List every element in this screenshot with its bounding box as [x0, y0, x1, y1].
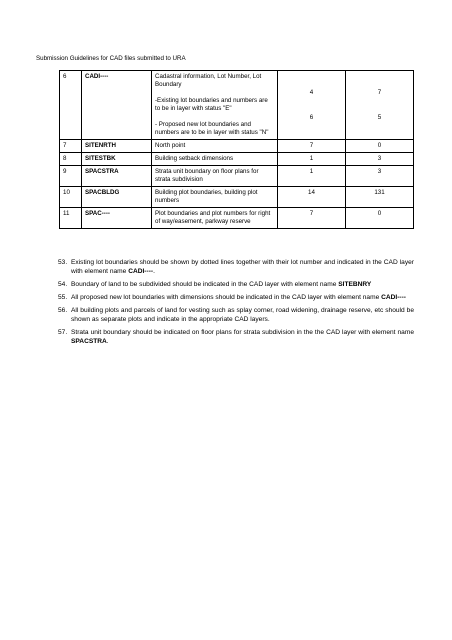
layer-name: SITEBNRY: [338, 281, 372, 288]
layer-name: CADI----: [128, 268, 154, 275]
guideline-item: [58, 293, 414, 302]
running-header: Submission Guidelines for CAD files submitted to URA: [36, 55, 186, 62]
row-number: 7: [60, 140, 82, 153]
cell-value: 7: [278, 208, 346, 229]
item-number: 56.: [58, 307, 68, 314]
value-col-2: [346, 71, 414, 140]
item-text: Existing lot boundaries should be shown by dotted lines together with their lot number and indicated in the CAD layer with element name: [71, 259, 414, 275]
cell-value: 1: [278, 166, 346, 187]
numbered-guidelines: [58, 258, 414, 346]
value-col-1: [278, 71, 346, 140]
row-number: 10: [60, 187, 82, 208]
cell-value: 14: [278, 187, 346, 208]
layer-name: SPACSTRA: [71, 338, 107, 345]
cad-layer-table: [59, 70, 414, 229]
cell-value: 131: [346, 187, 414, 208]
layer-code: CADI----: [82, 71, 152, 140]
cell-value: 6: [309, 114, 314, 121]
table-row: [60, 166, 414, 187]
description-line: -Existing lot boundaries and numbers are to be in layer with status "E": [155, 97, 268, 112]
table-row: [60, 71, 414, 140]
item-number: 53.: [58, 259, 68, 266]
guideline-item: [58, 280, 414, 289]
layer-code: SPAC----: [82, 208, 152, 229]
layer-description: Building setback dimensions: [152, 153, 278, 166]
guideline-item: 53. Existing lot boundaries should be shown by dotted lines together with their lot number and indicated in the CAD layer with element name CADI----.: [58, 259, 414, 275]
cell-value: 3: [346, 166, 414, 187]
layer-code: SITESTBK: [82, 153, 152, 166]
layer-description: Strata unit boundary on floor plans for strata subdivision: [152, 166, 278, 187]
cell-value: 3: [346, 153, 414, 166]
layer-description: North point: [152, 140, 278, 153]
cell-value: 0: [346, 208, 414, 229]
table-row: [60, 140, 414, 153]
guideline-item: [58, 306, 414, 324]
layer-name: CADI----: [381, 294, 406, 301]
cell-value: 7: [278, 140, 346, 153]
layer-code: SPACSTRA: [82, 166, 152, 187]
item-number: 55.: [58, 294, 68, 301]
table-row: [60, 153, 414, 166]
cell-value: 5: [377, 114, 382, 121]
cell-value: 4: [309, 89, 314, 96]
layer-description: Building plot boundaries, building plot numbers: [152, 187, 278, 208]
item-text: All building plots and parcels of land for vesting such as splay corner, road widening, drainage reserve, etc should be shown as separate plots and indicate in the appropriate CAD layers.: [71, 307, 414, 323]
row-number: 6: [60, 71, 82, 140]
description-line: Cadastral information, Lot Number, Lot Boundary: [155, 73, 262, 88]
row-number: 8: [60, 153, 82, 166]
layer-description: Plot boundaries and plot numbers for right of way/easement, parkway reserve: [152, 208, 278, 229]
cell-value: 1: [278, 153, 346, 166]
cell-value: 0: [346, 140, 414, 153]
cell-value: 7: [377, 89, 382, 96]
item-number: 54.: [58, 281, 68, 288]
item-text: Boundary of land to be subdivided should be indicated in the CAD layer with element name: [71, 281, 339, 288]
layer-description: [152, 71, 278, 140]
item-text: All proposed new lot boundaries with dimensions should be indicated in the CAD layer with element name: [71, 294, 382, 301]
table-row: [60, 208, 414, 229]
layer-code: SPACBLDG: [82, 187, 152, 208]
layer-code: SITENRTH: [82, 140, 152, 153]
row-number: 11: [60, 208, 82, 229]
guideline-item: 57. Strata unit boundary should be indicated on floor plans for strata subdivision in the the CAD layer with element name SPACSTRA.: [58, 329, 414, 345]
table-row: [60, 187, 414, 208]
description-line: - Proposed new lot boundaries and numbers are to be in layer with status "N": [155, 121, 269, 136]
item-text: Strata unit boundary should be indicated on floor plans for strata subdivision in the the CAD layer with element name: [71, 329, 414, 336]
row-number: 9: [60, 166, 82, 187]
item-number: 57.: [58, 329, 68, 336]
